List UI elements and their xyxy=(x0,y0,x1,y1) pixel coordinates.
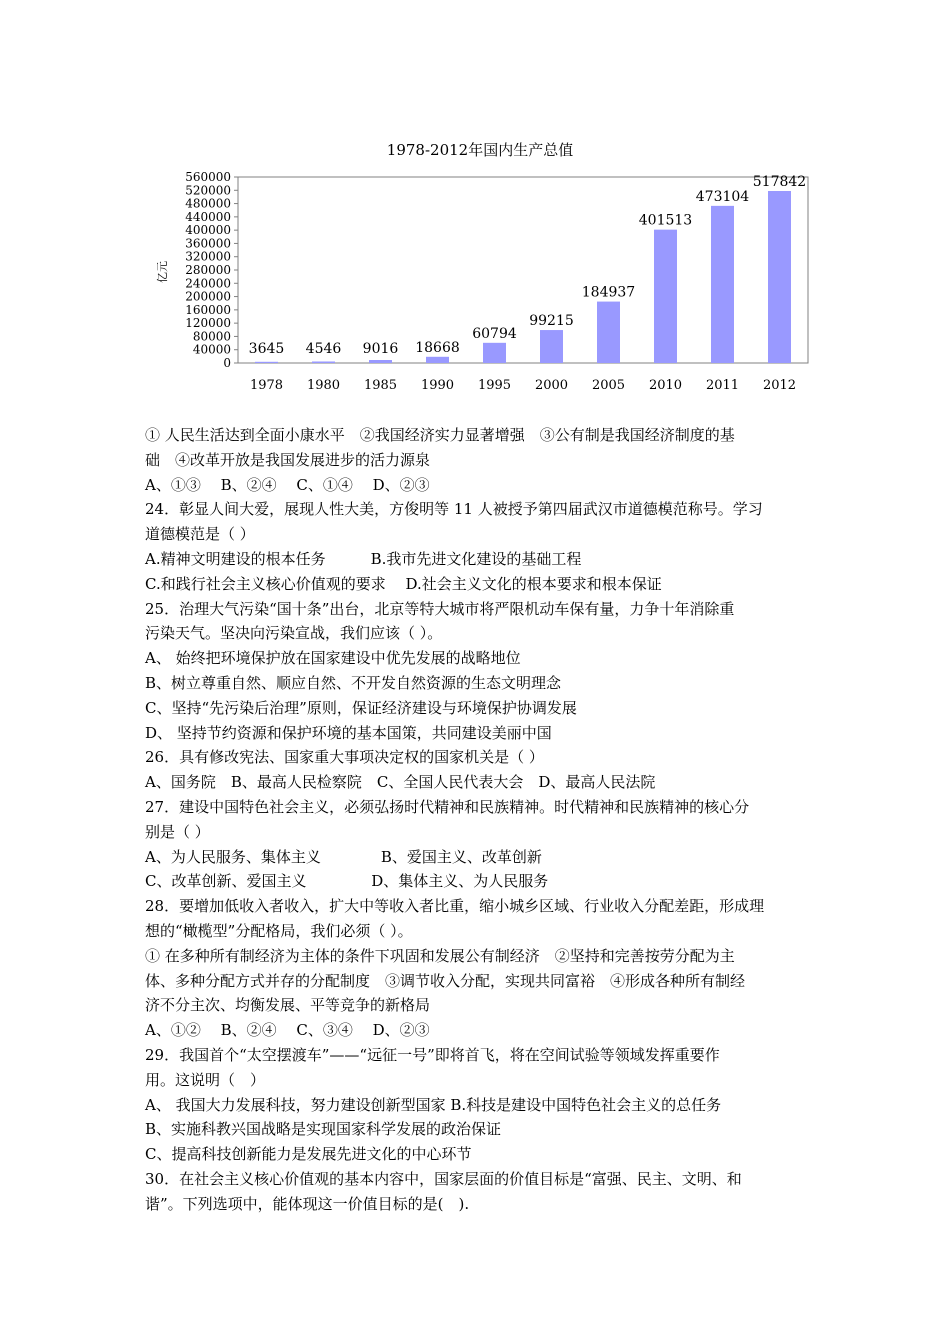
text-line: B、实施科教兴国战略是实现国家科学发展的政治保证 xyxy=(145,1120,502,1139)
text-line: D、 坚持节约资源和保护环境的基本国策，共同建设美丽中国 xyxy=(145,723,552,742)
bar-1980 xyxy=(312,361,335,363)
x-axis-ticks xyxy=(250,378,796,393)
text-line: A、为人民服务、集体主义 B、爱国主义、改革创新 xyxy=(145,847,542,866)
bar-1995 xyxy=(483,343,506,363)
y-tick-label: 400000 xyxy=(185,223,231,238)
text-line: 道德模范是（ ） xyxy=(145,525,255,544)
value-label-1985: 9016 xyxy=(362,341,399,357)
x-tick-label-1978: 1978 xyxy=(249,378,284,393)
x-tick-label-2000: 2000 xyxy=(534,378,569,393)
y-tick-label: 0 xyxy=(223,356,231,370)
text-line: 28．要增加低收入者收入，扩大中等收入者比重，缩小城乡区域、行业收入分配差距，形成理 xyxy=(145,897,765,916)
value-label-2012: 517842 xyxy=(752,174,807,191)
bar-2010 xyxy=(654,230,677,363)
value-label-1978: 3645 xyxy=(248,341,285,357)
value-label-2005: 184937 xyxy=(581,284,636,301)
bar-2011 xyxy=(711,206,734,363)
y-tick-label: 40000 xyxy=(192,342,231,357)
text-line: C.和践行社会主义核心价值观的要求 D.社会主义文化的根本要求和根本保证 xyxy=(145,574,662,593)
x-tick-label-1990: 1990 xyxy=(420,378,455,393)
y-tick-label: 160000 xyxy=(185,302,231,317)
y-tick-label: 560000 xyxy=(185,170,231,184)
bar-2000 xyxy=(540,330,563,363)
text-line: 24．彰显人间大爱，展现人性大美，方俊明等 11 人被授予第四届武汉市道德模范称号。学习 xyxy=(145,500,763,519)
bar-1978 xyxy=(255,362,278,363)
y-tick-label: 240000 xyxy=(185,276,231,291)
text-line: A、①③ B、②④ C、①④ D、②③ xyxy=(145,475,430,494)
y-tick-label: 480000 xyxy=(185,196,231,211)
y-tick-label: 520000 xyxy=(185,183,231,198)
value-label-1995: 60794 xyxy=(472,325,517,342)
bar-1990 xyxy=(426,357,449,363)
text-line: 30．在社会主义核心价值观的基本内容中，国家层面的价值目标是“富强、民主、文明、和 xyxy=(145,1169,742,1188)
text-line: A、①② B、②④ C、③④ D、②③ xyxy=(145,1021,430,1040)
chart-title: 1978-2012年国内生产总值 xyxy=(386,141,574,159)
y-tick-label: 360000 xyxy=(185,236,231,251)
y-tick-label: 120000 xyxy=(185,316,231,331)
bar-2012 xyxy=(768,191,791,363)
y-tick-label: 440000 xyxy=(185,209,231,224)
question-text xyxy=(145,423,810,1217)
bar-2005 xyxy=(597,302,620,363)
text-line: 用。这说明（ ） xyxy=(145,1070,266,1089)
value-label-2010: 401513 xyxy=(638,212,693,229)
x-tick-label-2005: 2005 xyxy=(591,378,626,393)
y-tick-label: 280000 xyxy=(185,263,231,277)
value-label-1980: 4546 xyxy=(305,341,342,357)
text-line: 29．我国首个“太空摆渡车”——“远征一号”即将首飞，将在空间试验等领域发挥重要作 xyxy=(145,1045,720,1064)
y-tick-label: 200000 xyxy=(185,289,231,304)
text-line: ① 人民生活达到全面小康水平 ②我国经济实力显著增强 ③公有制是我国经济制度的基 xyxy=(145,426,735,444)
text-line: 体、多种分配方式并存的分配制度 ③调节收入分配，实现共同富裕 ④形成各种所有制经 xyxy=(145,971,746,990)
bar-1985 xyxy=(369,360,392,363)
text-line: 27．建设中国特色社会主义，必须弘扬时代精神和民族精神。时代精神和民族精神的核心分 xyxy=(145,797,750,816)
text-line: A.精神文明建设的根本任务 B.我市先进文化建设的基础工程 xyxy=(145,549,582,568)
text-line: 25．治理大气污染“国十条”出台，北京等特大城市将严限机动车保有量，力争十年消除重 xyxy=(145,599,735,618)
text-line: B、树立尊重自然、顺应自然、不开发自然资源的生态文明理念 xyxy=(145,673,562,692)
text-line: A、 我国大力发展科技，努力建设创新型国家 B.科技是建设中国特色社会主义的总任务 xyxy=(145,1095,722,1114)
x-tick-label-1995: 1995 xyxy=(477,378,512,393)
bars xyxy=(255,188,791,363)
x-tick-label-2012: 2012 xyxy=(762,378,797,393)
text-line: 谐”。下列选项中，能体现这一价值目标的是( ). xyxy=(145,1194,470,1213)
x-tick-label-1985: 1985 xyxy=(363,378,398,393)
text-line: 26．具有修改宪法、国家重大事项决定权的国家机关是（ ） xyxy=(145,748,544,767)
y-axis-label: 亿元 xyxy=(156,261,169,283)
text-line: C、提高科技创新能力是发展先进文化的中心环节 xyxy=(145,1145,472,1164)
text-line: 污染天气。坚决向污染宣战，我们应该（ ）。 xyxy=(145,624,443,643)
y-tick-label: 80000 xyxy=(192,329,231,344)
x-tick-label-1980: 1980 xyxy=(306,378,341,393)
x-tick-label-2011: 2011 xyxy=(705,378,740,393)
y-axis-ticks xyxy=(185,170,238,370)
value-label-1990: 18668 xyxy=(415,339,460,356)
text-line: ① 在多种所有制经济为主体的条件下巩固和发展公有制经济 ②坚持和完善按劳分配为主 xyxy=(145,946,735,965)
text-line: A、国务院 B、最高人民检察院 C、全国人民代表大会 D、最高人民法院 xyxy=(145,773,656,792)
gdp-bar-chart xyxy=(150,130,820,400)
text-line: 础 ④改革开放是我国发展进步的活力源泉 xyxy=(145,450,431,469)
text-line: C、改革创新、爱国主义 D、集体主义、为人民服务 xyxy=(145,872,549,891)
x-tick-label-2010: 2010 xyxy=(648,378,683,393)
text-line: 想的“橄榄型”分配格局，我们必须（ ）。 xyxy=(145,921,413,940)
text-line: A、 始终把环境保护放在国家建设中优先发展的战略地位 xyxy=(145,649,521,668)
text-line: 别是（ ） xyxy=(145,822,210,841)
y-tick-label: 320000 xyxy=(185,249,231,264)
value-label-2000: 99215 xyxy=(529,313,574,330)
text-line: C、坚持“先污染后治理”原则，保证经济建设与环境保护协调发展 xyxy=(145,698,577,717)
value-label-2011: 473104 xyxy=(695,188,750,205)
text-line: 济不分主次、均衡发展、平等竞争的新格局 xyxy=(145,996,431,1015)
